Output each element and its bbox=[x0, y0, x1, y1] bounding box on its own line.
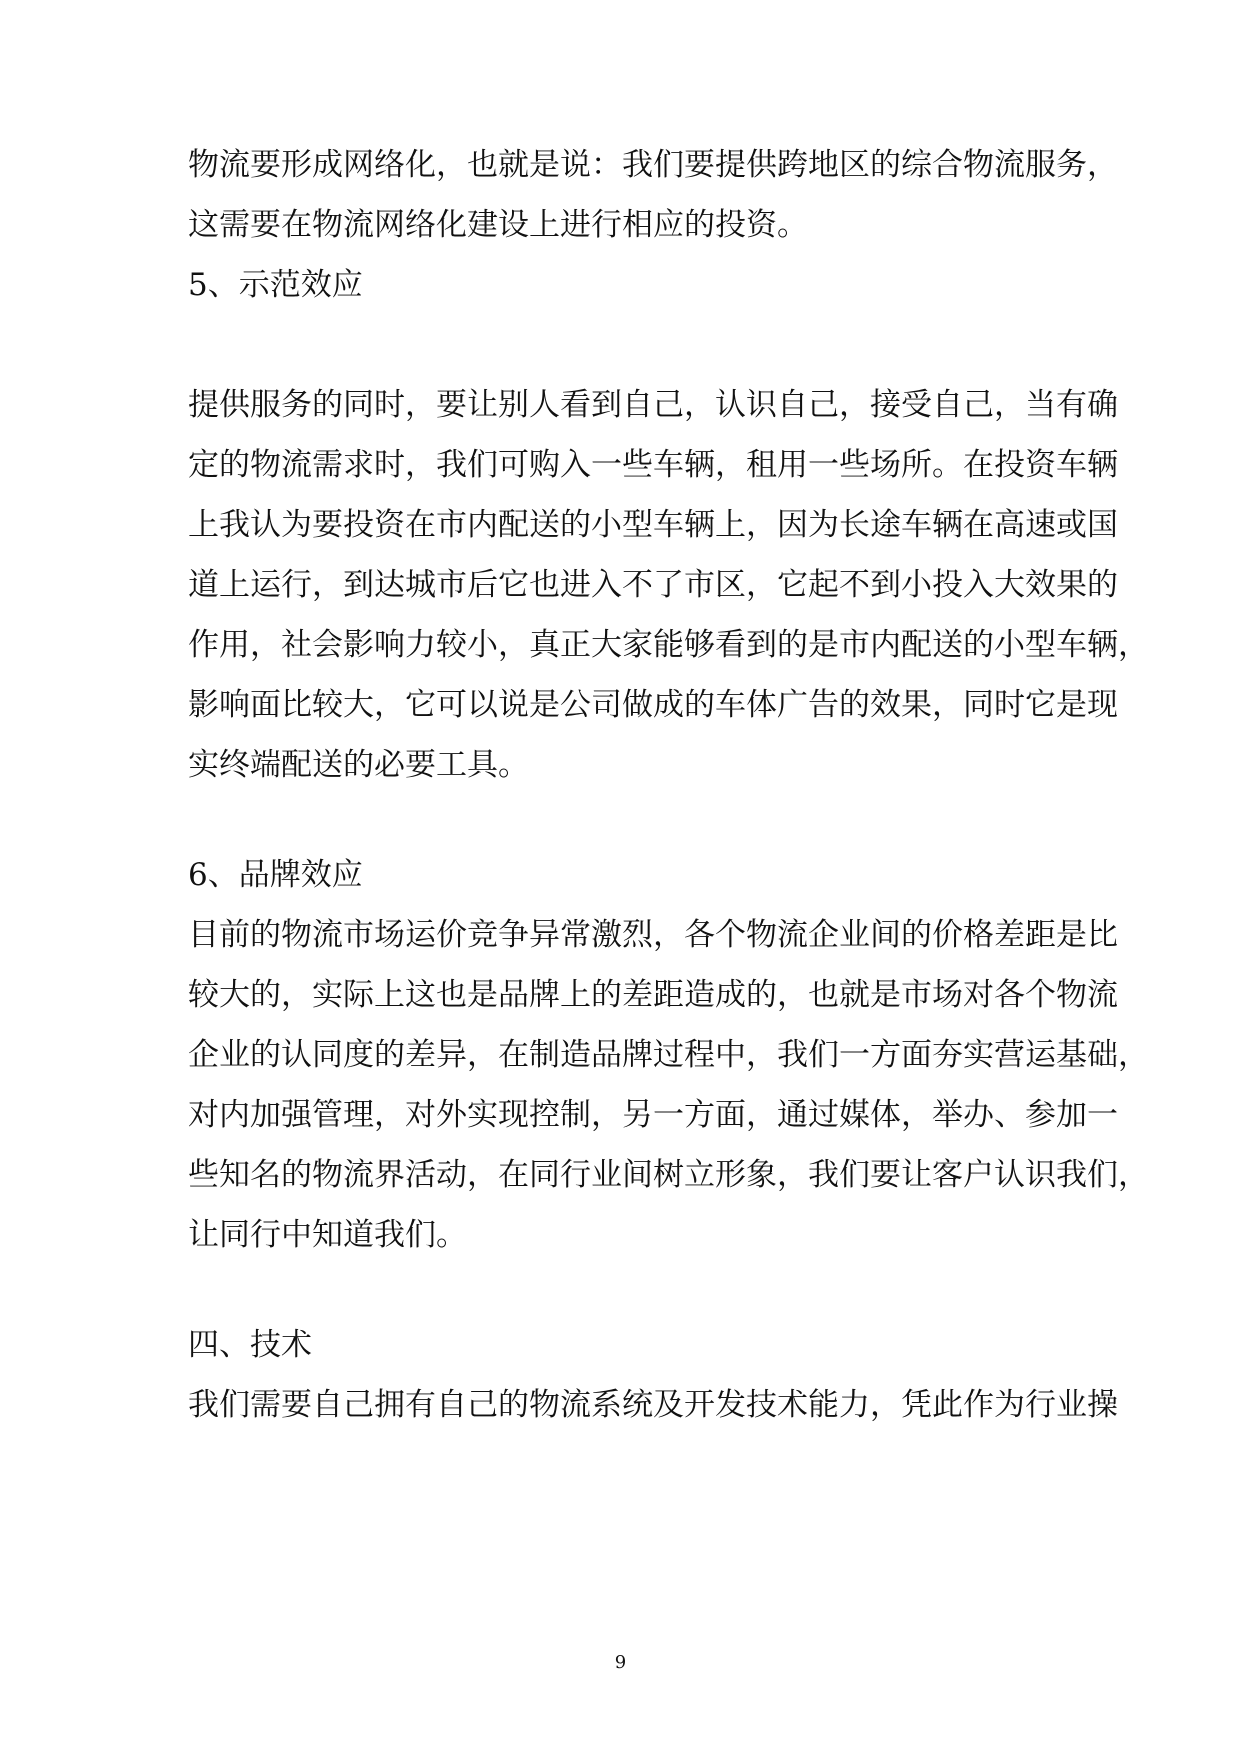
section-heading-6: 6、品牌效应 bbox=[188, 857, 363, 893]
paragraph-demo-line-7: 实终端配送的必要工具。 bbox=[188, 747, 529, 783]
paragraph-network-line-2: 这需要在物流网络化建设上进行相应的投资。 bbox=[188, 207, 808, 243]
paragraph-brand-line-2: 较大的，实际上这也是品牌上的差距造成的，也就是市场对各个物流 bbox=[188, 977, 1118, 1013]
paragraph-brand-line-4: 对内加强管理，对外实现控制，另一方面，通过媒体，举办、参加一 bbox=[188, 1097, 1118, 1133]
paragraph-brand-line-5: 些知名的物流界活动，在同行业间树立形象，我们要让客户认识我们， bbox=[188, 1157, 1149, 1193]
paragraph-brand-line-6: 让同行中知道我们。 bbox=[188, 1217, 467, 1253]
paragraph-demo-line-6: 影响面比较大，它可以说是公司做成的车体广告的效果，同时它是现 bbox=[188, 687, 1118, 723]
paragraph-demo-line-2: 定的物流需求时，我们可购入一些车辆，租用一些场所。在投资车辆 bbox=[188, 447, 1118, 483]
paragraph-demo-line-1: 提供服务的同时，要让别人看到自己，认识自己，接受自己，当有确 bbox=[188, 387, 1118, 423]
paragraph-brand-line-3: 企业的认同度的差异，在制造品牌过程中，我们一方面夯实营运基础， bbox=[188, 1037, 1149, 1073]
paragraph-network-line-1: 物流要形成网络化，也就是说：我们要提供跨地区的综合物流服务， bbox=[188, 147, 1118, 183]
paragraph-demo-line-5: 作用，社会影响力较小，真正大家能够看到的是市内配送的小型车辆， bbox=[188, 627, 1149, 663]
paragraph-brand-line-1: 目前的物流市场运价竞争异常激烈，各个物流企业间的价格差距是比 bbox=[188, 917, 1118, 953]
section-heading-4: 四、技术 bbox=[188, 1327, 312, 1363]
paragraph-tech-line-1: 我们需要自己拥有自己的物流系统及开发技术能力，凭此作为行业操 bbox=[188, 1387, 1118, 1423]
paragraph-demo-line-4: 道上运行，到达城市后它也进入不了市区，它起不到小投入大效果的 bbox=[188, 567, 1118, 603]
paragraph-demo-line-3: 上我认为要投资在市内配送的小型车辆上，因为长途车辆在高速或国 bbox=[188, 507, 1118, 543]
page-number: 9 bbox=[614, 1652, 627, 1673]
section-heading-5: 5、示范效应 bbox=[188, 267, 363, 303]
